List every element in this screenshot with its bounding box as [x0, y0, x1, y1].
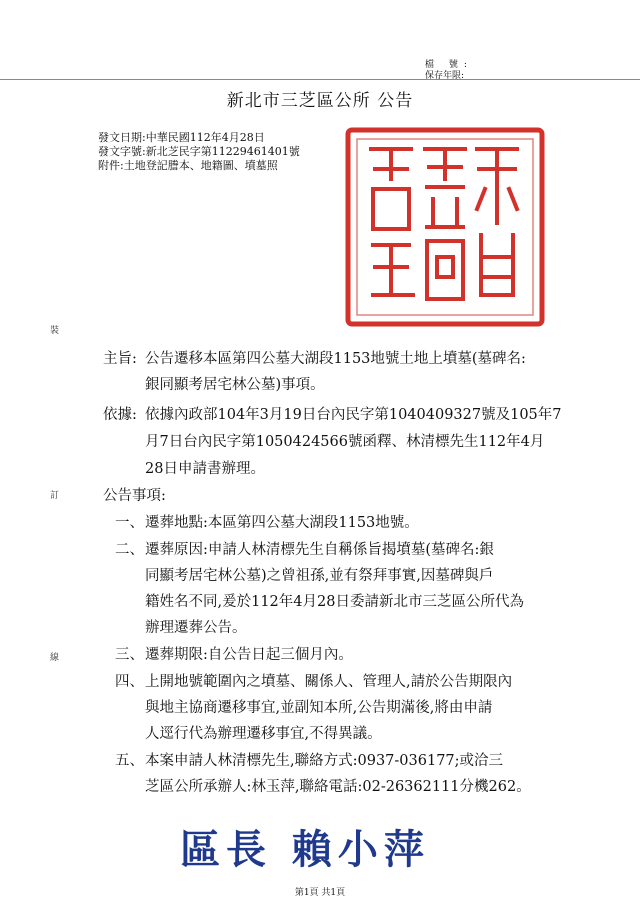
item-number: 五、	[115, 753, 144, 769]
item-line: 與地主協商遷移事宜,並副知本所,公告期滿後,將由申請	[145, 700, 493, 716]
official-seal	[345, 127, 545, 327]
attachments: 附件:土地登記謄本、地籍圖、墳墓照	[98, 159, 278, 172]
binding-mark: 裝	[50, 326, 60, 336]
subject-label: 主旨:	[103, 351, 137, 367]
item-line: 遷葬期限:自公告日起三個月內。	[145, 647, 353, 663]
item-line: 人逕行代為辦理遷移事宜,不得異議。	[145, 726, 382, 742]
item-line: 本案申請人林清標先生,聯絡方式:0937-036177;或洽三	[145, 753, 504, 769]
subject-line: 公告遷移本區第四公墓大湖段1153地號土地上墳墓(墓碑名:	[145, 351, 526, 367]
item-number: 三、	[115, 647, 144, 663]
item-line: 同顯考居宅林公墓)之曾祖孫,並有祭拜事實,因墓碑與戶	[145, 568, 494, 584]
basis-line: 28日申請書辦理。	[145, 461, 265, 477]
basis-line: 依據內政部104年3月19日台內民字第1040409327號及105年7	[145, 407, 562, 423]
director-signature-stamp: 區長 賴小萍	[180, 826, 430, 873]
binding-mark: 線	[50, 653, 60, 663]
item-line: 辦理遷葬公告。	[145, 620, 247, 636]
item-line: 遷葬地點:本區第四公墓大湖段1153地號。	[145, 515, 419, 531]
binding-mark: 訂	[50, 491, 60, 501]
item-line: 芝區公所承辦人:林玉萍,聯絡電話:02-26362111分機262。	[145, 779, 531, 795]
subject-line: 銀同顯考居宅林公墓)事項。	[145, 377, 325, 393]
item-line: 籍姓名不同,爰於112年4月28日委請新北市三芝區公所代為	[145, 594, 524, 610]
top-divider	[0, 79, 640, 80]
item-line: 上開地號範圍內之墳墓、關係人、管理人,請於公告期限內	[145, 674, 513, 690]
issue-date: 發文日期:中華民國112年4月28日	[98, 131, 265, 144]
retention-label: 保存年限:	[425, 71, 465, 81]
page-number: 第1頁 共1頁	[294, 888, 346, 898]
item-line: 遷葬原因:申請人林清標先生自稱係旨揭墳墓(墓碑名:銀	[145, 542, 494, 558]
basis-label: 依據:	[103, 407, 137, 423]
item-number: 四、	[115, 674, 144, 690]
page-title: 新北市三芝區公所 公告	[226, 91, 414, 111]
item-number: 一、	[115, 515, 144, 531]
basis-line: 月7日台內民字第1050424566號函釋、林清標先生112年4月	[145, 434, 545, 450]
file-number-label: 檔 號:	[425, 60, 473, 70]
reference-number: 發文字號:新北芝民字第11229461401號	[98, 145, 300, 158]
item-number: 二、	[115, 542, 144, 558]
items-heading: 公告事項:	[103, 488, 166, 504]
